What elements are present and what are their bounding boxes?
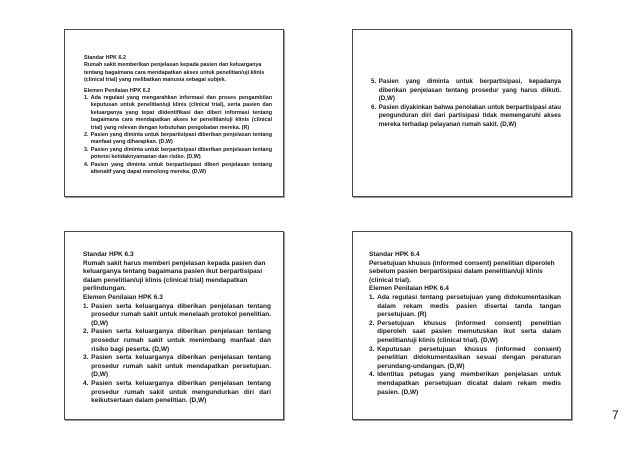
elements-heading: Elemen Penilaian HPK 6.3 <box>83 293 163 301</box>
standard-title: Standar HPK 6.2 <box>84 55 126 61</box>
elements-heading: Elemen Penilaian HPK 6.2 <box>84 87 151 94</box>
list-item: 3. Pasien yang diminta untuk berpartisipasi diberikan penjelasan tentang potensi ketidaknyamanan dan risiko. (D,W) <box>84 146 272 161</box>
list-item: 1. Ada regulasi yang mengarahkan informasi dan proses pengambilan keputusan untuk penelitian/uji klinis (clinical trial), serta pasien dan keluarganya yang tepat diidentifikasi dan diberi informasi tentang bagaimana cara mendapatkan akses ke penelitian/uji klinis (clinical trial) yang relevan dengan kebutuhan pengobatan mereka. (R) <box>84 95 272 131</box>
elements-list <box>371 78 561 130</box>
elements-list <box>83 303 271 406</box>
list-item: 3. Pasien serta keluarganya diberikan penjelasan tentang prosedur rumah sakit untuk mendapatkan persetujuan. (D,W) <box>83 354 271 379</box>
list-item: 6. Pasien diyakinkan bahwa penolakan untuk berpartisipasi atau pengunduran diri dari partisipasi tidak memengaruhi akses mereka terhadap pelayanan rumah sakit. (D,W) <box>371 103 561 128</box>
slide-content <box>83 251 271 406</box>
page-number: 7 <box>612 408 619 422</box>
slide-content <box>84 55 272 177</box>
standard-title: Standar HPK 6.3 <box>83 251 134 258</box>
elements-list <box>369 294 561 397</box>
slide-hpk-6-3 <box>64 231 284 420</box>
list-item: 2. Persetujuan khusus (informed consent) penelitian diperoleh saat pasien memutuskan ikut serta dalam penelitian/uji klinis (clinical trial). (D,W) <box>369 319 561 344</box>
standard-text: Rumah sakit memberikan penjelasan kepada pasien dan keluarganya tentang bagaimana cara mendapatkan akses untuk penelitian/uji klinis (clinical trial) yang melibatkan manusia sebagai subjek. <box>84 62 265 84</box>
standard-text: Persetujuan khusus (informed consent) penelitian diperoleh sebelum pasien berpartisipasi dalam penelitian/uji klinis (clinical trial). <box>369 259 555 284</box>
standard-title: Standar HPK 6.4 <box>369 251 420 258</box>
list-item: 1. Ada regulasi tentang persetujuan yang didokumentasikan dalam rekam medis pasien disertai tanda tangan persetujuan. (R) <box>369 293 561 319</box>
list-item: 1. Pasien serta keluarganya diberikan penjelasan tentang prosedur rumah sakit untuk menelaah protokol penelitian. (D,W) <box>83 302 271 327</box>
slide-content <box>371 78 561 130</box>
standard-text: Rumah sakit harus memberi penjelasan kepada pasien dan keluarganya tentang bagaimana pasien ikut berpartisipasi dalam penelitian/uji klinis (clinical trial) mendapatkan perlindungan. <box>83 259 266 293</box>
list-item: 4. Identitas petugas yang memberikan penjelasan untuk mendapatkan persetujuan dicatat dalam rekam medis pasien. (D,W) <box>369 371 561 396</box>
elements-list <box>84 95 272 176</box>
list-item: 4. Pasien yang diminta untuk berpartisipasi diberi penjelasan tentang altenatif yang dapat menolong mereka. (D,W) <box>84 161 272 176</box>
slide-content <box>369 251 561 397</box>
slide-hpk-6-2 <box>64 29 284 197</box>
list-item: 4. Pasien serta keluarganya diberikan penjelasan tentang prosedur rumah sakit untuk mengundurkan diri dari keikutsertaan dalam penelitian. (D,W) <box>83 379 271 405</box>
list-item: 5. Pasien yang diminta untuk berpartisipasi, kepadanya diberikan penjelasan tentang prosedur yang harus diikuti. (D,W) <box>371 78 561 103</box>
list-item: 3. Keputusan persetujuan khusus (informed consent) penelitian didokumentasikan sesuai dengan peraturan perundang-undangan. (D,W) <box>369 345 561 370</box>
elements-heading: Elemen Penilaian HPK 6.4 <box>369 285 449 293</box>
list-item: 2. Pasien yang diminta untuk berpartisipasi diberikan penjelasan tentang manfaat yang diharapkan. (D,W) <box>84 132 272 146</box>
list-item: 2. Pasien serta keluarganya diberikan penjelasan tentang prosedur rumah sakit untuk menimbang manfaat dan risiko bagi peserta. (D,W) <box>83 328 271 353</box>
slide-hpk-6-2-continued <box>352 29 572 197</box>
slide-hpk-6-4 <box>352 231 572 420</box>
